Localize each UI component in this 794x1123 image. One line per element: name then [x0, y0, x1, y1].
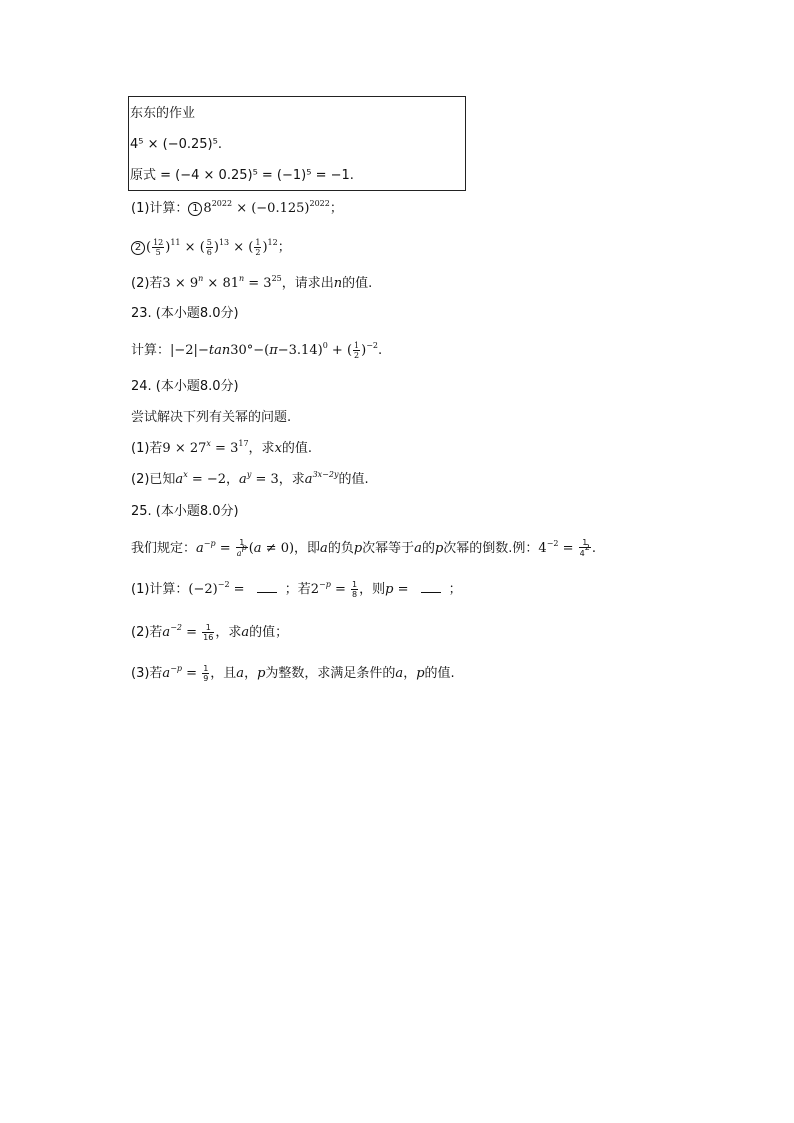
q23-text-line [131, 341, 382, 360]
q24-intro-text: 尝试解决下列有关幂的问题. [131, 410, 292, 425]
q22-expr-1: $8^{2022} \times (-0.125)^{2022}$； [203, 199, 343, 216]
q24-part2-text: (2)已知$a^x = -2$，$a^y = 3$，求$a^{3x-2y}$的值. [131, 470, 369, 487]
box-solution-text: 原式 = (−4 × 0.25)⁵ = (−1)⁵ = −1. [130, 168, 354, 183]
q22-part2-expr: $3 \times 9^n \times 81^n = 3^{25}$ [162, 274, 282, 291]
q25-part1-text: (1)计算：$(-2)^{-2}$ = ；若$2^{-p}$ = $\frac{1}{8}$ ，则p = ； [131, 580, 462, 599]
q23-text: 计算：$|-2|-\tan 30^\circ-(\pi-3.14)^0$ + ( $\frac{1}{2}$ )$^{-2}$. [131, 341, 383, 360]
q24-header [131, 378, 239, 396]
q24-part1 [131, 440, 312, 458]
circled-two-icon: 2 [131, 241, 145, 255]
q22-part2-label: (2)若 [131, 276, 163, 291]
q25-header-text: 25. (本小题8.0分) [131, 504, 239, 519]
box-solution-line [130, 167, 354, 185]
q25-part3-text: (3)若$a^{-p}$ = $\frac{1}{9}$ ，且a，p为整数，求满足条件的a，p的值. [131, 664, 455, 683]
q22-part2-line [131, 275, 372, 293]
q25-part3 [131, 664, 455, 683]
q25-part1 [131, 580, 462, 599]
q22-part1-label: (1)计算： [131, 201, 189, 216]
q22-part1-line [131, 200, 343, 218]
q22-expr-2: ( $\frac{12}{5}$ )$^{11}$ × ( $\frac{5}{6}$ )$^{13}$ × ( $\frac{1}{2}$ )$^{12}$； [146, 238, 291, 257]
q25-part2 [131, 623, 288, 642]
q22-part2-tail: ，请求出n的值. [281, 276, 373, 291]
q24-header-text: 24. (本小题8.0分) [131, 379, 239, 394]
box-calc-line [130, 136, 222, 154]
q25-header [131, 503, 239, 521]
q23-header [131, 305, 239, 323]
q23-header-text: 23. (本小题8.0分) [131, 306, 239, 321]
answer-blank-2[interactable] [421, 580, 441, 593]
box-calc-text: 4⁵ × (−0.25)⁵. [130, 137, 222, 152]
q25-intro-text: 我们规定：$a^{-p}$ = $\frac{1}{a^p}$ (a ≠ 0)，即a的负p次幂等于a的p次幂的倒数.例：$4^{-2}$ = $\frac{1}{4^2}$ . [131, 538, 596, 558]
q24-intro [131, 409, 291, 427]
q25-part2-text: (2)若$a^{-2}$ = $\frac{1}{16}$ ，求a的值； [131, 623, 289, 642]
box-title [130, 105, 195, 123]
circled-one-icon: 1 [188, 202, 202, 216]
box-title-text: 东东的作业 [130, 106, 196, 121]
q24-part1-text: (1)若$9 \times 27^x = 3^{17}$，求x的值. [131, 439, 313, 456]
q25-intro [131, 538, 596, 558]
q22-part1-line2 [131, 238, 291, 257]
q24-part2 [131, 471, 369, 489]
answer-blank-1[interactable] [257, 580, 277, 593]
